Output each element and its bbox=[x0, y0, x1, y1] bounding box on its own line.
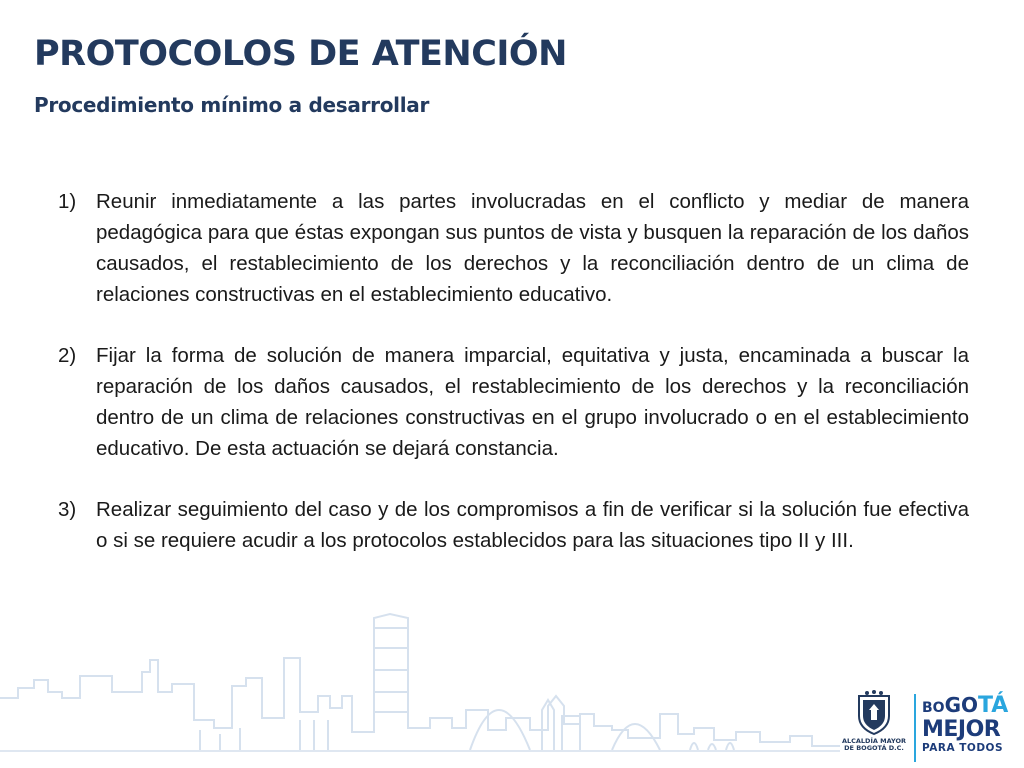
bogota-mejor-para-todos-logo bbox=[922, 694, 1020, 764]
list-item-text: Fijar la forma de solución de manera imparcial, equitativa y justa, encaminada a buscar la reparación de los daños causados, el restablecimiento de los derechos y la reconciliación dentro de un clima de relaciones constructivas en el grupo involucrado o en el establecimiento educativo. De esta actuación se dejará constancia. bbox=[96, 344, 969, 460]
list-item bbox=[58, 340, 969, 464]
page-title: PROTOCOLOS DE ATENCIÓN bbox=[34, 34, 567, 74]
procedure-list bbox=[58, 186, 969, 586]
list-item-number: 3) bbox=[58, 498, 77, 521]
brand-go: GO bbox=[944, 693, 978, 717]
alcaldia-line1: ALCALDÍA MAYOR bbox=[841, 737, 907, 745]
brand-bo: BO bbox=[922, 700, 945, 716]
skyline-tower bbox=[374, 628, 408, 712]
alcaldia-name bbox=[838, 738, 910, 752]
alcaldia-line2: DE BOGOTÁ D.C. bbox=[844, 744, 904, 752]
skyline-blocks bbox=[200, 720, 328, 750]
brand-bogota bbox=[922, 694, 1020, 719]
bogota-coat-of-arms-icon bbox=[855, 690, 893, 736]
brand-ta: TÁ bbox=[978, 693, 1009, 718]
list-item-text: Reunir inmediatamente a las partes involucradas en el conflicto y mediar de manera pedagógica para que éstas expongan sus puntos de vista y busquen la reparación de los daños causados, el restablecimiento de los derechos y la reconciliación dentro de un clima de relaciones constructivas en el establecimiento educativo. bbox=[96, 190, 969, 306]
list-item-number: 2) bbox=[58, 344, 77, 367]
list-item-number: 1) bbox=[58, 190, 77, 213]
logo-divider bbox=[914, 694, 916, 762]
list-item-text: Realizar seguimiento del caso y de los compromisos a fin de verificar si la solución fue efectiva o si se requiere acudir a los protocolos establecidos para las situaciones tipo II y III. bbox=[96, 498, 969, 552]
page-subtitle: Procedimiento mínimo a desarrollar bbox=[34, 93, 430, 117]
skyline-trees bbox=[690, 743, 734, 750]
brand-para-todos: PARA TODOS bbox=[922, 742, 1004, 754]
skyline-outline bbox=[0, 614, 840, 746]
city-skyline-illustration bbox=[0, 600, 840, 768]
list-item bbox=[58, 186, 969, 310]
alcaldia-logo bbox=[838, 690, 910, 766]
list-item bbox=[58, 494, 969, 556]
brand-mejor: MEJOR bbox=[922, 717, 1001, 742]
